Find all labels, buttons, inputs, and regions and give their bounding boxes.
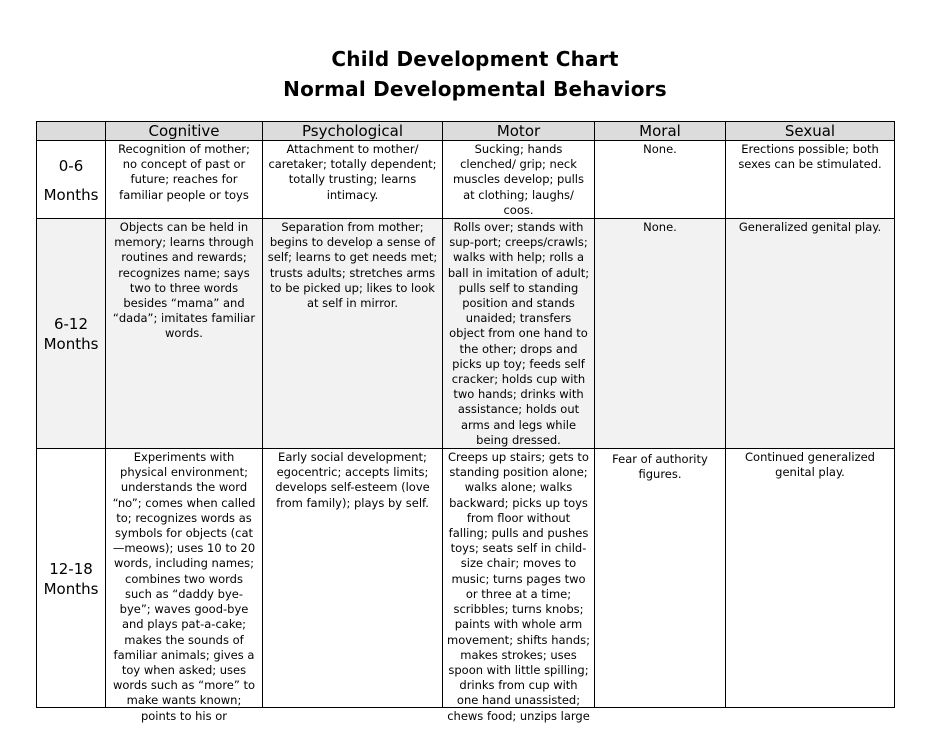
age-cell [37,141,106,219]
moral-cell: None. [595,141,726,219]
sexual-cell: Erections possible; both sexes can be stimulated. [726,141,895,219]
table-row [37,141,895,219]
moral-cell: Fear of authority figures. [595,449,726,708]
sexual-cell: Generalized genital play. [726,219,895,449]
cognitive-cell: Recognition of mother; no concept of past or future; reaches for familiar people or toys [106,141,263,219]
cognitive-cell [106,449,263,723]
header-cognitive: Cognitive [106,122,263,141]
motor-cell [443,449,595,723]
age-range: 6-12 [53,315,89,334]
age-cell [37,449,106,708]
age-range: 12-18 [49,559,93,578]
age-unit: Months [43,185,99,204]
header-motor: Motor [443,122,595,141]
sexual-cell: Continued generalized genital play. [726,449,895,708]
document-subtitle: Normal Developmental Behaviors [283,77,667,101]
cognitive-text: Experiments with physical environment; understands the word “no”; comes when called to; recognizes words as symbols for objects (cat —meows); uses 10 to 20 words, including names; combines two words such as “daddy bye-bye”; waves good-bye and plays pat-a-cake; makes the sounds of familiar animals; gives a toy when asked; uses words such as “more” to make wants known; points to his or [112,450,256,723]
header-moral: Moral [595,122,726,141]
motor-cell: Rolls over; stands with sup-port; creeps/crawls; walks with help; rolls a ball in imitation of adult; pulls self to standing position and stands unaided; transfers object from one hand to the other; drops and picks up toy; feeds self cracker; holds cup with two hands; drinks with assistance; holds out arms and legs while being dressed. [443,219,595,449]
age-unit: Months [43,579,99,598]
age-range: 0-6 [58,156,84,175]
document-title: Child Development Chart [331,47,619,71]
table-row [37,219,895,449]
header-sexual: Sexual [726,122,895,141]
psychological-cell: Early social development; egocentric; accepts limits; develops self-esteem (love from family); plays by self. [263,449,443,708]
cognitive-cell: Objects can be held in memory; learns through routines and rewards; recognizes name; says two to three words besides “mama” and “dada”; imitates familiar words. [106,219,263,449]
age-unit: Months [43,335,99,354]
document-header [0,44,950,104]
age-cell [37,219,106,449]
motor-cell: Sucking; hands clenched/ grip; neck muscles develop; pulls at clothing; laughs/ coos. [443,141,595,219]
psychological-cell: Separation from mother; begins to develop a sense of self; learns to get needs met; trusts adults; stretches arms to be picked up; likes to look at self in mirror. [263,219,443,449]
development-chart-table [36,121,895,723]
header-psychological: Psychological [263,122,443,141]
psychological-cell: Attachment to mother/ caretaker; totally dependent; totally trusting; learns intimacy. [263,141,443,219]
header-row [37,122,895,141]
motor-text: Creeps up stairs; gets to standing position alone; walks alone; walks backward; picks up toys from floor without falling; pulls and pushes toys; seats self in child-size chair; moves to music; turns pages two or three at a time; scribbles; turns knobs; paints with whole arm movement; shifts hands; makes strokes; uses spoon with little spilling; drinks from cup with one hand unassisted; chews food; unzips large [447,450,590,723]
header-age [37,122,106,141]
table-row [37,449,895,708]
moral-cell: None. [595,219,726,449]
